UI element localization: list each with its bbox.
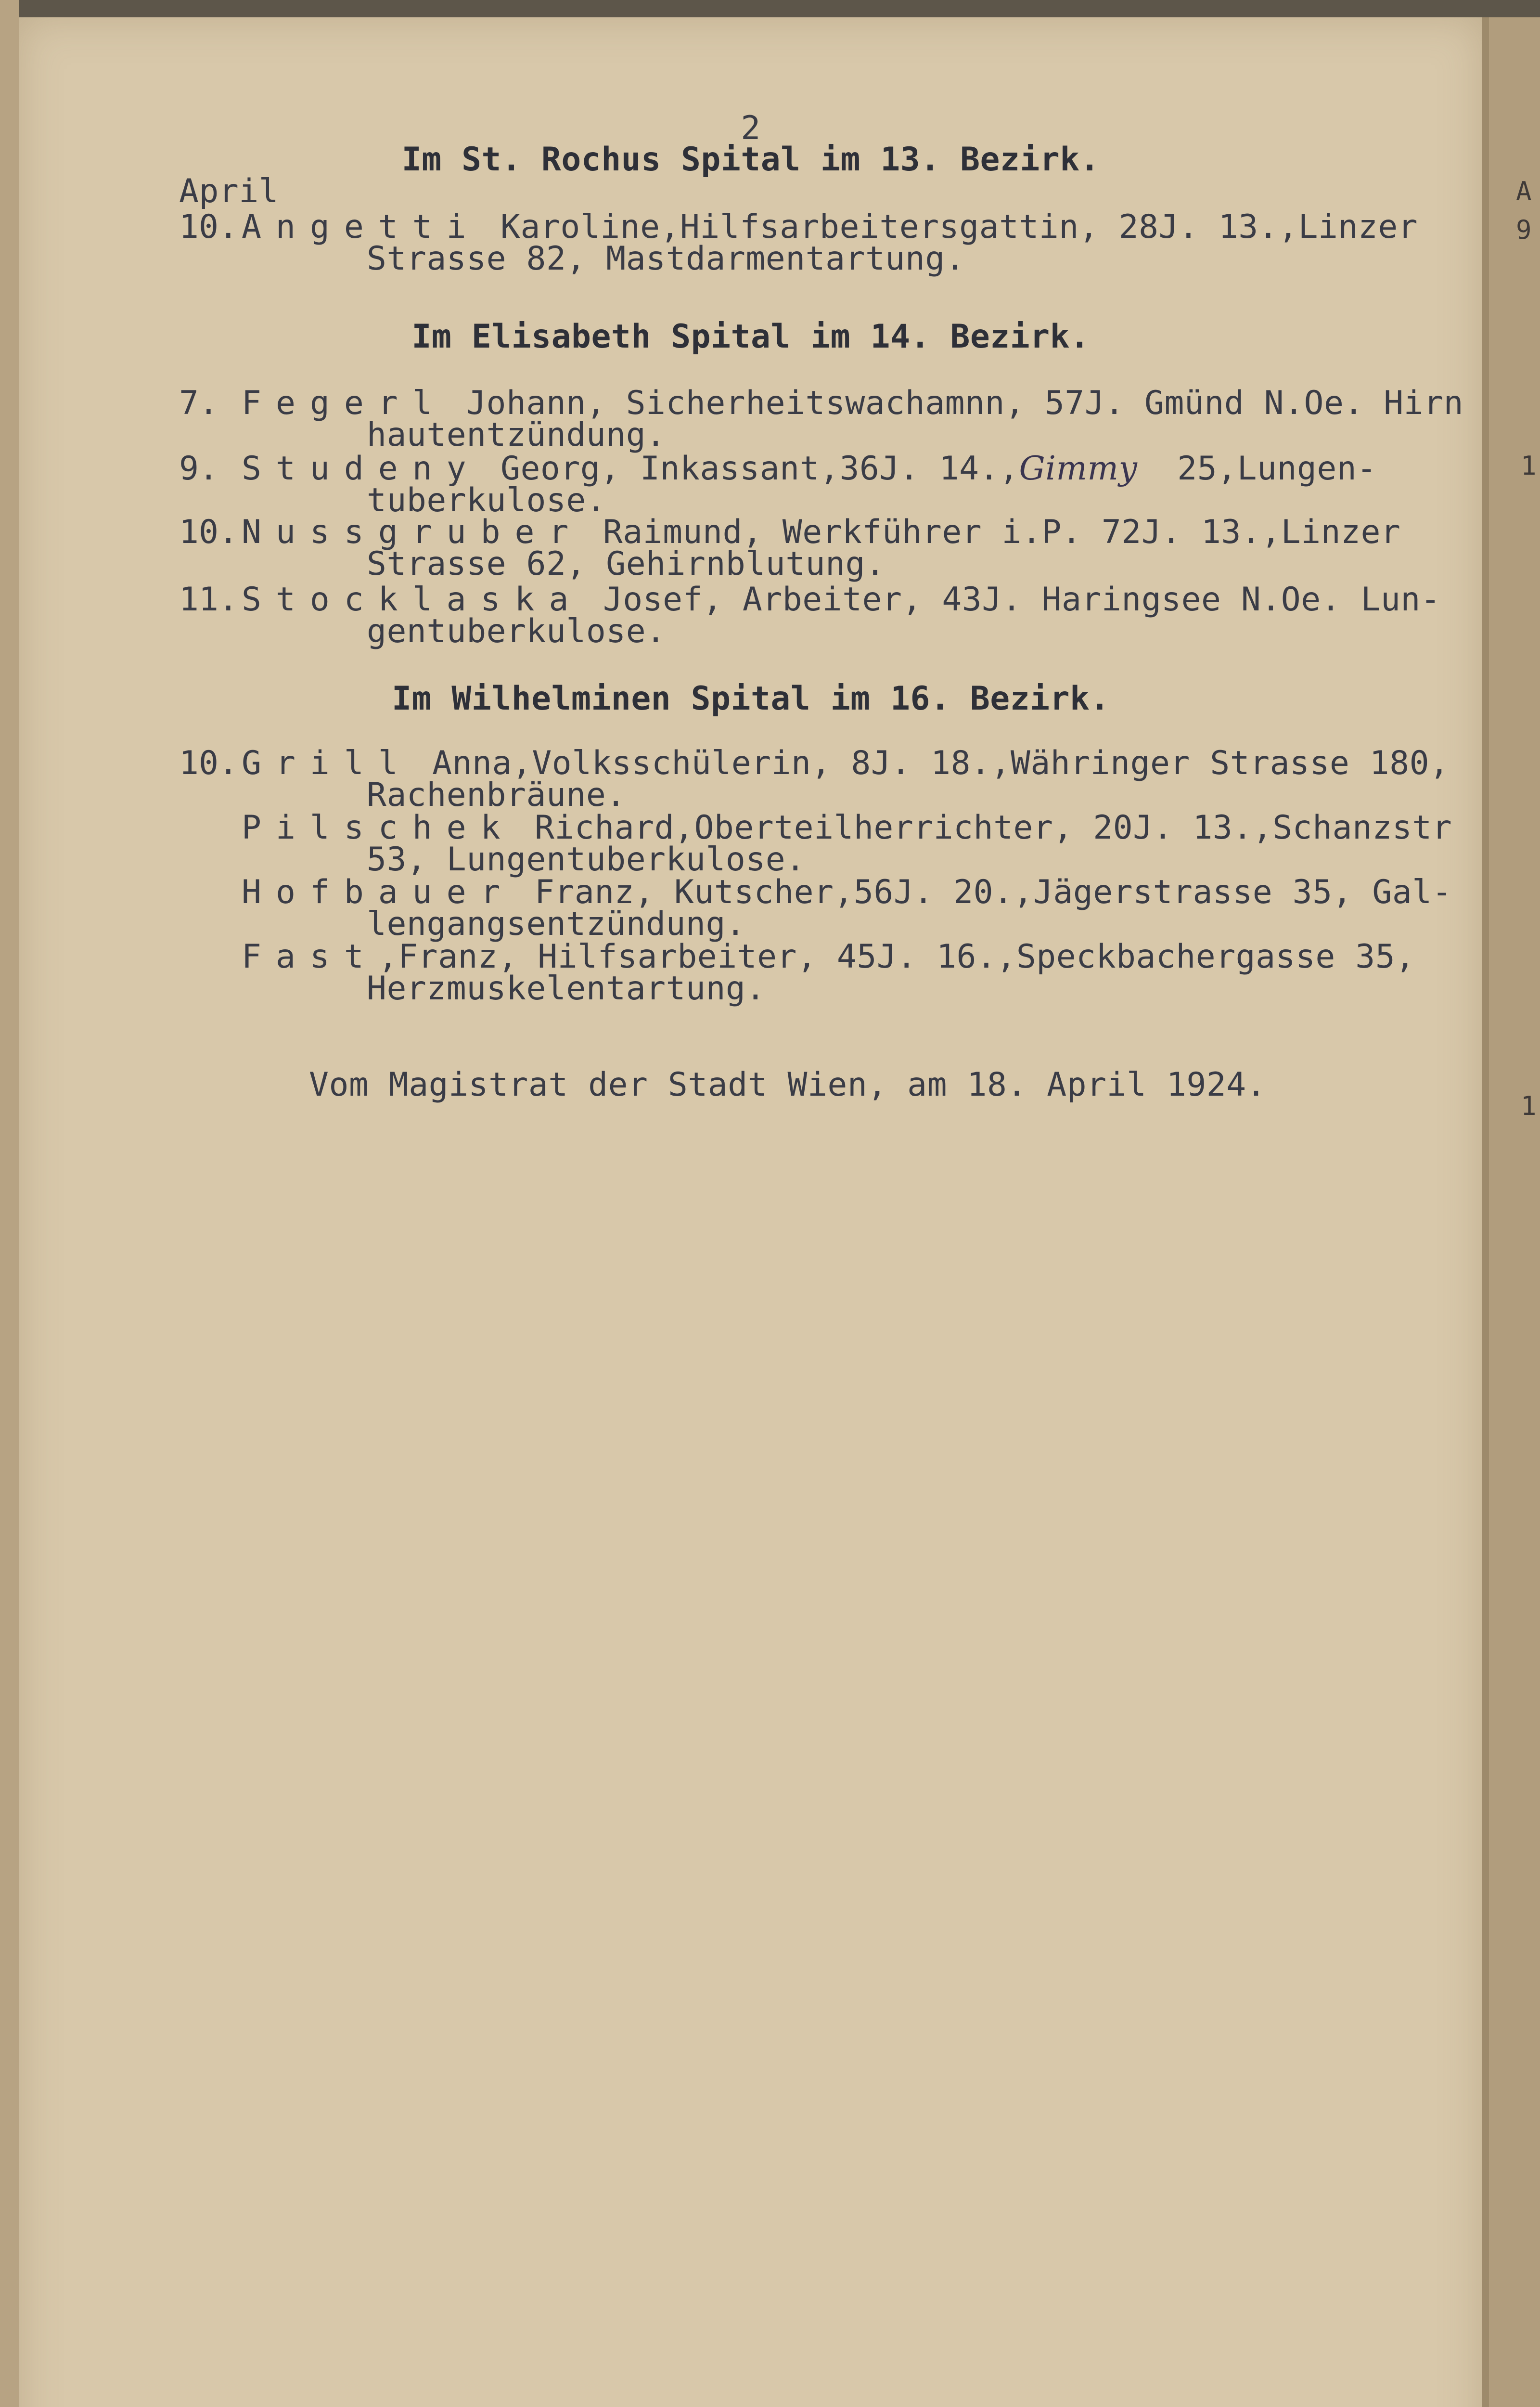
closing-signature-line: Vom Magistrat der Stadt Wien, am 18. April 1924. xyxy=(309,1066,1267,1104)
entry-surname: Pilschek xyxy=(242,809,515,847)
page-number: 2 xyxy=(741,109,761,147)
adjacent-page-fragment: A xyxy=(1516,176,1532,207)
entry-day: 11. xyxy=(179,581,238,619)
entry-day: 9. xyxy=(179,450,218,488)
entry-details: ,Franz, Hilfsarbeiter, 45J. 16.,Speckbachergasse 35, xyxy=(378,938,1415,976)
entry-line-2: hautentzündung. xyxy=(367,416,666,454)
entry-surname: Fegerl xyxy=(242,384,447,422)
entry-day: 10. xyxy=(179,208,238,246)
entry-line-1 xyxy=(242,938,1415,976)
entry-details: Josef, Arbeiter, 43J. Haringsee N.Oe. Lun- xyxy=(583,581,1441,619)
adjacent-page-fragment: 1 xyxy=(1521,451,1537,481)
entry-details: Franz, Kutscher,56J. 20.,Jägerstrasse 35, Gal- xyxy=(514,873,1452,911)
entry-details: Karoline,Hilfsarbeitersgattin, 28J. 13.,Linzer xyxy=(480,208,1418,246)
entry-surname: Fast xyxy=(242,938,378,976)
scan-top-edge xyxy=(0,0,1540,17)
entry-line-2: Herzmuskelentartung. xyxy=(367,970,766,1008)
entry-surname: Nussgruber xyxy=(242,513,583,551)
entry-line-2: Rachenbräune. xyxy=(367,776,626,814)
handwritten-street-name: Gimmy xyxy=(1019,450,1138,488)
entry-day: 7. xyxy=(179,384,218,422)
entry-surname: Studeny xyxy=(242,450,481,488)
entry-line-1 xyxy=(242,581,1441,619)
entry-surname: Grill xyxy=(242,744,412,782)
entry-details: Georg, Inkassant,36J. 14., xyxy=(480,450,1019,488)
entry-line-1 xyxy=(242,384,1464,422)
document-page xyxy=(19,17,1482,2407)
page-fold xyxy=(1482,17,1489,2407)
scan-left-edge xyxy=(0,0,19,2407)
section-heading-elisabeth: Im Elisabeth Spital im 14. Bezirk. xyxy=(411,318,1090,356)
section-heading-wilhelminen: Im Wilhelminen Spital im 16. Bezirk. xyxy=(392,680,1110,718)
adjacent-page-fragment: 1 xyxy=(1521,1091,1537,1121)
adjacent-page-strip xyxy=(1482,17,1540,2407)
entry-surname: Stocklaska xyxy=(242,581,583,619)
entry-line-2: lengangsentzündung. xyxy=(367,905,746,943)
entry-line-2: Strasse 82, Mastdarmentartung. xyxy=(367,240,965,278)
entry-details: Raimund, Werkführer i.P. 72J. 13.,Linzer xyxy=(583,513,1401,551)
section-heading-rochus: Im St. Rochus Spital im 13. Bezirk. xyxy=(401,141,1100,179)
entry-line-2: tuberkulose. xyxy=(367,481,606,519)
entry-line-2: gentuberkulose. xyxy=(367,612,666,650)
adjacent-page-fragment: 9 xyxy=(1516,215,1532,245)
entry-surname: Angetti xyxy=(242,208,481,246)
entry-line-1 xyxy=(242,450,1377,488)
entry-line-1 xyxy=(242,809,1452,847)
entry-line-1 xyxy=(242,513,1401,551)
entry-details: Johann, Sicherheitswachamnn, 57J. Gmünd N.Oe. Hirn xyxy=(446,384,1464,422)
date-header: April xyxy=(179,172,279,210)
entry-surname: Hofbauer xyxy=(242,873,515,911)
entry-line-1 xyxy=(242,744,1450,782)
entry-details-tail: 25,Lungen- xyxy=(1137,450,1377,488)
entry-details: Anna,Volksschülerin, 8J. 18.,Währinger Strasse 180, xyxy=(412,744,1450,782)
entry-details: Richard,Oberteilherrichter, 20J. 13.,Schanzstr xyxy=(514,809,1452,847)
entry-line-2: 53, Lungentuberkulose. xyxy=(367,841,806,879)
entry-day: 10. xyxy=(179,513,238,551)
entry-line-1 xyxy=(242,208,1418,246)
entry-line-1 xyxy=(242,873,1452,911)
entry-line-2: Strasse 62, Gehirnblutung. xyxy=(367,545,886,583)
entry-day: 10. xyxy=(179,744,238,782)
